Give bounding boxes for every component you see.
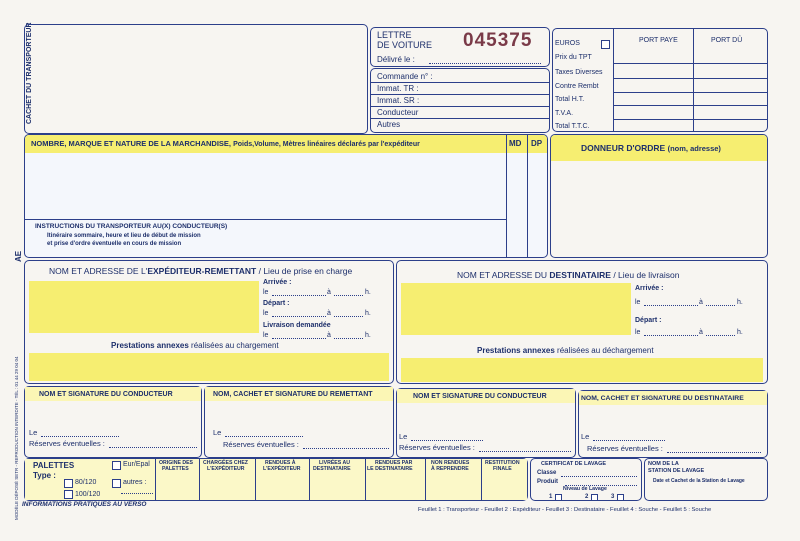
sig2-le-label: Le	[213, 428, 222, 437]
informations-pratiques: INFORMATIONS PRATIQUES AU VERSO	[22, 501, 147, 508]
non-rendues-header: NON RENDUES	[431, 460, 470, 466]
sig4-date-line[interactable]	[593, 440, 665, 441]
dest-arrivee-a: à	[699, 299, 703, 306]
immat-sr-label: Immat. SR :	[377, 96, 420, 105]
signature-conducteur-2-title: NOM ET SIGNATURE DU CONDUCTEUR	[413, 393, 547, 400]
signature-conducteur-1[interactable]	[24, 386, 202, 458]
commande-box	[370, 68, 550, 133]
livraison-a: à	[327, 332, 331, 339]
price-row-label: Prix du TPT	[555, 54, 592, 61]
delivre-label: Délivré le :	[377, 55, 415, 64]
nom-station-title-2: STATION DE LAVAGE	[648, 468, 705, 474]
cachet-transporteur-label: CACHET DU TRANSPORTEUR	[26, 22, 33, 124]
destinataire-box	[396, 260, 768, 384]
dest-arrivee-le: le	[635, 299, 641, 306]
palettes-title: PALETTES	[33, 461, 75, 470]
sig1-le-label: Le	[29, 428, 38, 437]
autres-label: Autres	[377, 120, 401, 129]
price-box	[552, 28, 768, 132]
sig1-date-line[interactable]	[41, 436, 119, 437]
autres-line[interactable]	[121, 493, 153, 494]
destinataire-address-area[interactable]	[401, 283, 631, 335]
instructions-title: INSTRUCTIONS DU TRANSPORTEUR AU(X) CONDUCTEUR(S)	[35, 223, 228, 230]
port-paye-header: PORT PAYE	[639, 37, 678, 44]
sig4-le-label: Le	[581, 432, 590, 441]
produit-label: Produit	[537, 479, 558, 485]
palettes-box	[24, 458, 528, 501]
sig2-reserves-label: Réserves éventuelles :	[223, 440, 299, 449]
donneur-ordre-box[interactable]	[550, 134, 768, 258]
livraison-h: h.	[365, 332, 371, 339]
exp-depart-label: Départ :	[263, 300, 290, 307]
classe-line[interactable]	[561, 476, 637, 477]
euros-checkbox[interactable]	[601, 40, 610, 49]
date-cachet-label: Date et Cachet de la Station de Lavage	[653, 478, 745, 484]
livraison-demandee-label: Livraison demandée	[263, 322, 331, 329]
niveau-label: Niveau de Lavage	[563, 486, 607, 492]
palettes-type-label: Type :	[33, 471, 56, 480]
chargees-header: CHARGÉES CHEZ	[203, 460, 248, 466]
instructions-line-3: et prise d'ordre éventuelle en cours de mission	[47, 241, 182, 247]
lettre-de-voiture-box	[370, 27, 550, 67]
sig2-reserves-line[interactable]	[303, 448, 389, 449]
livraison-date[interactable]	[272, 338, 326, 339]
price-row-label: T.V.A.	[555, 110, 574, 117]
origine-header-2: PALETTES	[162, 466, 189, 472]
sig1-reserves-line[interactable]	[109, 447, 197, 448]
conducteur-label: Conducteur	[377, 108, 419, 117]
rendues-dest-header: RENDUES PAR	[375, 460, 413, 466]
exp-arrivee-date[interactable]	[272, 295, 326, 296]
restitution-header: RESTITUTION	[485, 460, 520, 466]
dest-arrivee-time[interactable]	[706, 305, 735, 306]
restitution-header-2: FINALE	[493, 466, 512, 472]
document-number: 045375	[463, 30, 533, 51]
signature-destinataire[interactable]	[578, 390, 768, 458]
donneur-ordre-title: DONNEUR D'ORDRE (nom, adresse)	[581, 143, 721, 153]
signature-conducteur-1-title: NOM ET SIGNATURE DU CONDUCTEUR	[39, 391, 173, 398]
exp-depart-time[interactable]	[334, 316, 363, 317]
destinataire-title: NOM ET ADRESSE DU DESTINATAIRE / Lieu de livraison	[457, 270, 680, 280]
sig1-reserves-label: Réserves éventuelles :	[29, 439, 105, 448]
exp-prestations-title: Prestations annexes réalisées au chargement	[111, 341, 279, 350]
commande-label: Commande n° :	[377, 72, 433, 81]
autres-checkbox[interactable]	[112, 479, 121, 488]
p100-label: 100/120	[75, 491, 101, 498]
dest-arrivee-label: Arrivée :	[635, 285, 664, 292]
livrees-header: LIVRÉES AU	[319, 460, 350, 466]
p80-checkbox[interactable]	[64, 479, 73, 488]
exp-arrivee-h: h.	[365, 289, 371, 296]
exp-depart-h: h.	[365, 310, 371, 317]
certificat-title: CERTIFICAT DE LAVAGE	[541, 461, 607, 467]
rendues-exp-header: RENDUES À	[265, 460, 296, 466]
classe-label: Classe	[537, 470, 557, 476]
sig4-reserves-line[interactable]	[667, 452, 761, 453]
euros-label: EUROS	[555, 40, 580, 47]
origine-header: ORIGINE DES	[159, 460, 194, 466]
expediteur-address-area[interactable]	[29, 281, 259, 333]
signature-conducteur-2[interactable]	[396, 388, 576, 458]
md-header: MD	[509, 139, 522, 148]
feuillets-legend: Feuillet 1 : Transporteur - Feuillet 2 : Expéditeur - Feuillet 3 : Destinataire - Feuillet 4 : Souche - Feuillet 5 : Souche	[418, 507, 712, 513]
price-row-label: Contre Rembt	[555, 83, 599, 90]
exp-depart-a: à	[327, 310, 331, 317]
sig3-reserves-line[interactable]	[479, 451, 571, 452]
signature-remettant[interactable]	[204, 386, 394, 458]
sig3-le-label: Le	[399, 432, 408, 441]
niveau-1-label: 1	[549, 494, 553, 500]
niveau-2-checkbox[interactable]	[591, 494, 598, 501]
certificat-lavage-box	[530, 458, 642, 501]
nom-station-title: NOM DE LA	[648, 461, 679, 467]
dest-prestations-area[interactable]	[401, 358, 763, 382]
eur-epal-label: Eur/Epal	[123, 461, 150, 468]
merchandise-box[interactable]	[24, 134, 548, 258]
livraison-time[interactable]	[334, 338, 363, 339]
dest-prestations-title: Prestations annexes réalisées au déchargement	[477, 346, 654, 355]
dest-depart-label: Départ :	[635, 317, 662, 324]
price-row-label: Taxes Diverses	[555, 69, 603, 76]
sig3-date-line[interactable]	[411, 440, 483, 441]
exp-arrivee-le: le	[263, 289, 269, 296]
dest-arrivee-date[interactable]	[644, 305, 698, 306]
exp-arrivee-a: à	[327, 289, 331, 296]
rendues-dest-header-2: LE DESTINATAIRE	[367, 466, 413, 472]
exp-depart-le: le	[263, 310, 269, 317]
non-rendues-header-2: À REPRENDRE	[431, 466, 469, 472]
niveau-3-label: 3	[611, 494, 615, 500]
p100-checkbox[interactable]	[64, 490, 73, 499]
p80-label: 80/120	[75, 479, 97, 486]
dest-depart-a: à	[699, 329, 703, 336]
delivre-line[interactable]	[429, 63, 541, 64]
livraison-le: le	[263, 332, 269, 339]
rendues-exp-header-2: L'EXPÉDITEUR	[263, 466, 301, 472]
autres-label: autres :	[123, 479, 147, 486]
dest-depart-time[interactable]	[706, 335, 735, 336]
dp-header: DP	[531, 139, 543, 148]
expediteur-box	[24, 260, 394, 384]
niveau-3-checkbox[interactable]	[617, 494, 624, 501]
immat-tr-label: Immat. TR :	[377, 84, 419, 93]
price-row-label: Total T.T.C.	[555, 123, 590, 130]
dest-depart-le: le	[635, 329, 641, 336]
signature-remettant-title: NOM, CACHET ET SIGNATURE DU REMETTANT	[213, 391, 373, 398]
signature-destinataire-title: NOM, CACHET ET SIGNATURE DU DESTINATAIRE	[581, 395, 744, 402]
station-lavage-box[interactable]	[644, 458, 768, 501]
exp-prestations-area[interactable]	[29, 353, 389, 381]
exp-depart-date[interactable]	[272, 316, 326, 317]
livrees-header-2: DESTINATAIRE	[313, 466, 351, 472]
port-du-header: PORT DÛ	[711, 37, 743, 44]
cachet-transporteur-box[interactable]	[24, 24, 368, 134]
expediteur-title: NOM ET ADRESSE DE L'EXPÉDITEUR-REMETTANT / Lieu de prise en charge	[49, 266, 353, 276]
sig4-reserves-label: Réserves éventuelles :	[587, 444, 663, 453]
chargees-header-2: L'EXPÉDITEUR	[207, 466, 245, 472]
price-row-label: Total H.T.	[555, 96, 585, 103]
de-voiture-title: DE VOITURE	[377, 40, 433, 50]
modele-depose-label: MODÈLE DÉPOSÉ SETR - REPRODUCTION INTERDITE - TÉL : 01 44 29 04 04	[14, 356, 19, 520]
dest-depart-date[interactable]	[644, 335, 698, 336]
merchandise-title: NOMBRE, MARQUE ET NATURE DE LA MARCHANDISE, Poids,Volume, Mètres linéaires déclarés par l'expéditeur	[31, 139, 420, 148]
ae-label: AE	[14, 250, 23, 262]
dest-arrivee-h: h.	[737, 299, 743, 306]
exp-arrivee-label: Arrivée :	[263, 279, 292, 286]
lettre-title: LETTRE	[377, 30, 412, 40]
sig3-reserves-label: Réserves éventuelles :	[399, 443, 475, 452]
niveau-1-checkbox[interactable]	[555, 494, 562, 501]
niveau-2-label: 2	[585, 494, 589, 500]
dest-depart-h: h.	[737, 329, 743, 336]
sig2-date-line[interactable]	[225, 436, 303, 437]
eur-epal-checkbox[interactable]	[112, 461, 121, 470]
instructions-line-2: Itinéraire sommaire, heure et lieu de début de mission	[47, 233, 201, 239]
exp-arrivee-time[interactable]	[334, 295, 363, 296]
